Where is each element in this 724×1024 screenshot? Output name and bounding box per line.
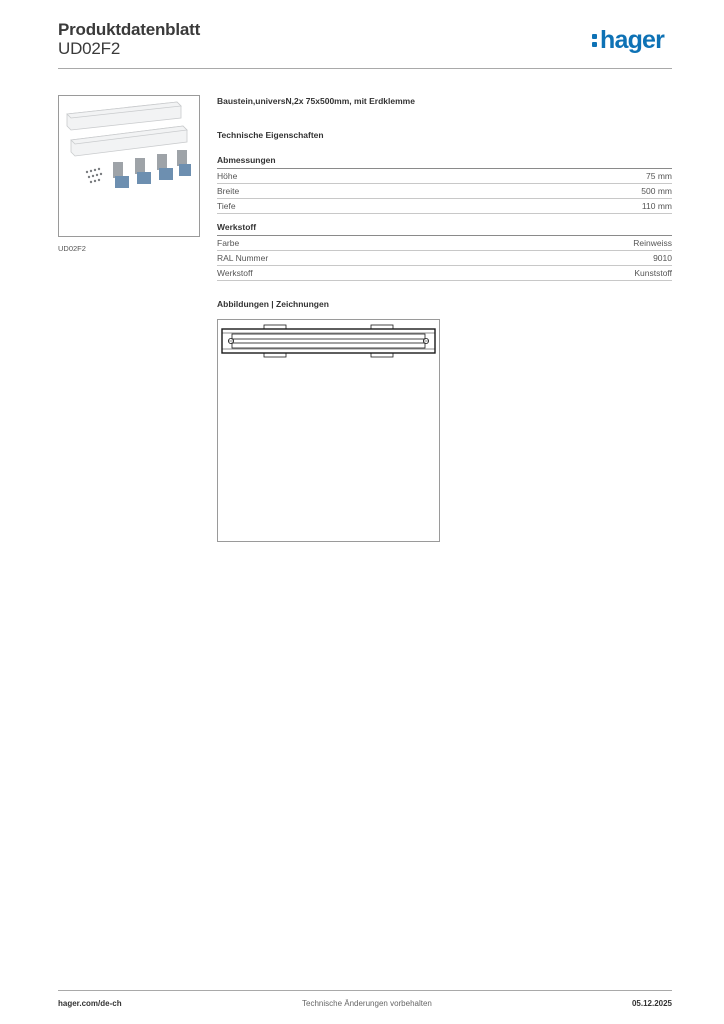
footer-divider: [58, 990, 672, 991]
spec-group-dimensions: [217, 155, 672, 214]
specs-heading: Technische Eigenschaften: [217, 130, 324, 140]
footer-date: 05.12.2025: [631, 999, 672, 1008]
spec-label: Breite: [217, 186, 240, 196]
spec-row: [217, 266, 672, 281]
footer-notice: Technische Änderungen vorbehalten: [302, 999, 432, 1008]
spec-row: [217, 236, 672, 251]
spec-label: Farbe: [217, 238, 240, 248]
spec-value: 110 mm: [641, 201, 672, 211]
spec-value: Reinweiss: [633, 238, 672, 248]
image-caption: UD02F2: [58, 244, 86, 253]
logo-dots-icon: [592, 31, 598, 49]
drawings-heading: Abbildungen | Zeichnungen: [217, 299, 329, 309]
spec-value: 9010: [653, 253, 672, 263]
spec-group-title: Werkstoff: [217, 222, 672, 236]
logo-text: hager: [600, 25, 665, 54]
busbar-drawing-icon: [218, 320, 439, 541]
spec-label: Tiefe: [217, 201, 236, 211]
product-code: UD02F2: [58, 39, 121, 58]
spec-value: Kunststoff: [634, 268, 672, 278]
technical-drawing: [217, 319, 440, 542]
spec-label: RAL Nummer: [217, 253, 269, 263]
spec-row: [217, 184, 672, 199]
document-title: Produktdatenblatt: [58, 20, 201, 39]
spec-value: 500 mm: [641, 186, 672, 196]
header-divider: [58, 68, 672, 69]
spec-row: [217, 199, 672, 214]
product-photo-icon: [59, 96, 199, 236]
spec-label: Höhe: [217, 171, 238, 181]
spec-row: [217, 251, 672, 266]
spec-group-title: Abmessungen: [217, 155, 672, 169]
product-description: Baustein,universN,2x 75x500mm, mit Erdklemme: [217, 96, 415, 106]
product-image: [58, 95, 200, 237]
spec-row: [217, 169, 672, 184]
spec-group-material: [217, 222, 672, 281]
footer-website-link[interactable]: hager.com/de-ch: [58, 999, 122, 1008]
spec-label: Werkstoff: [217, 268, 253, 278]
hager-logo[interactable]: [592, 26, 664, 54]
spec-value: 75 mm: [646, 171, 672, 181]
